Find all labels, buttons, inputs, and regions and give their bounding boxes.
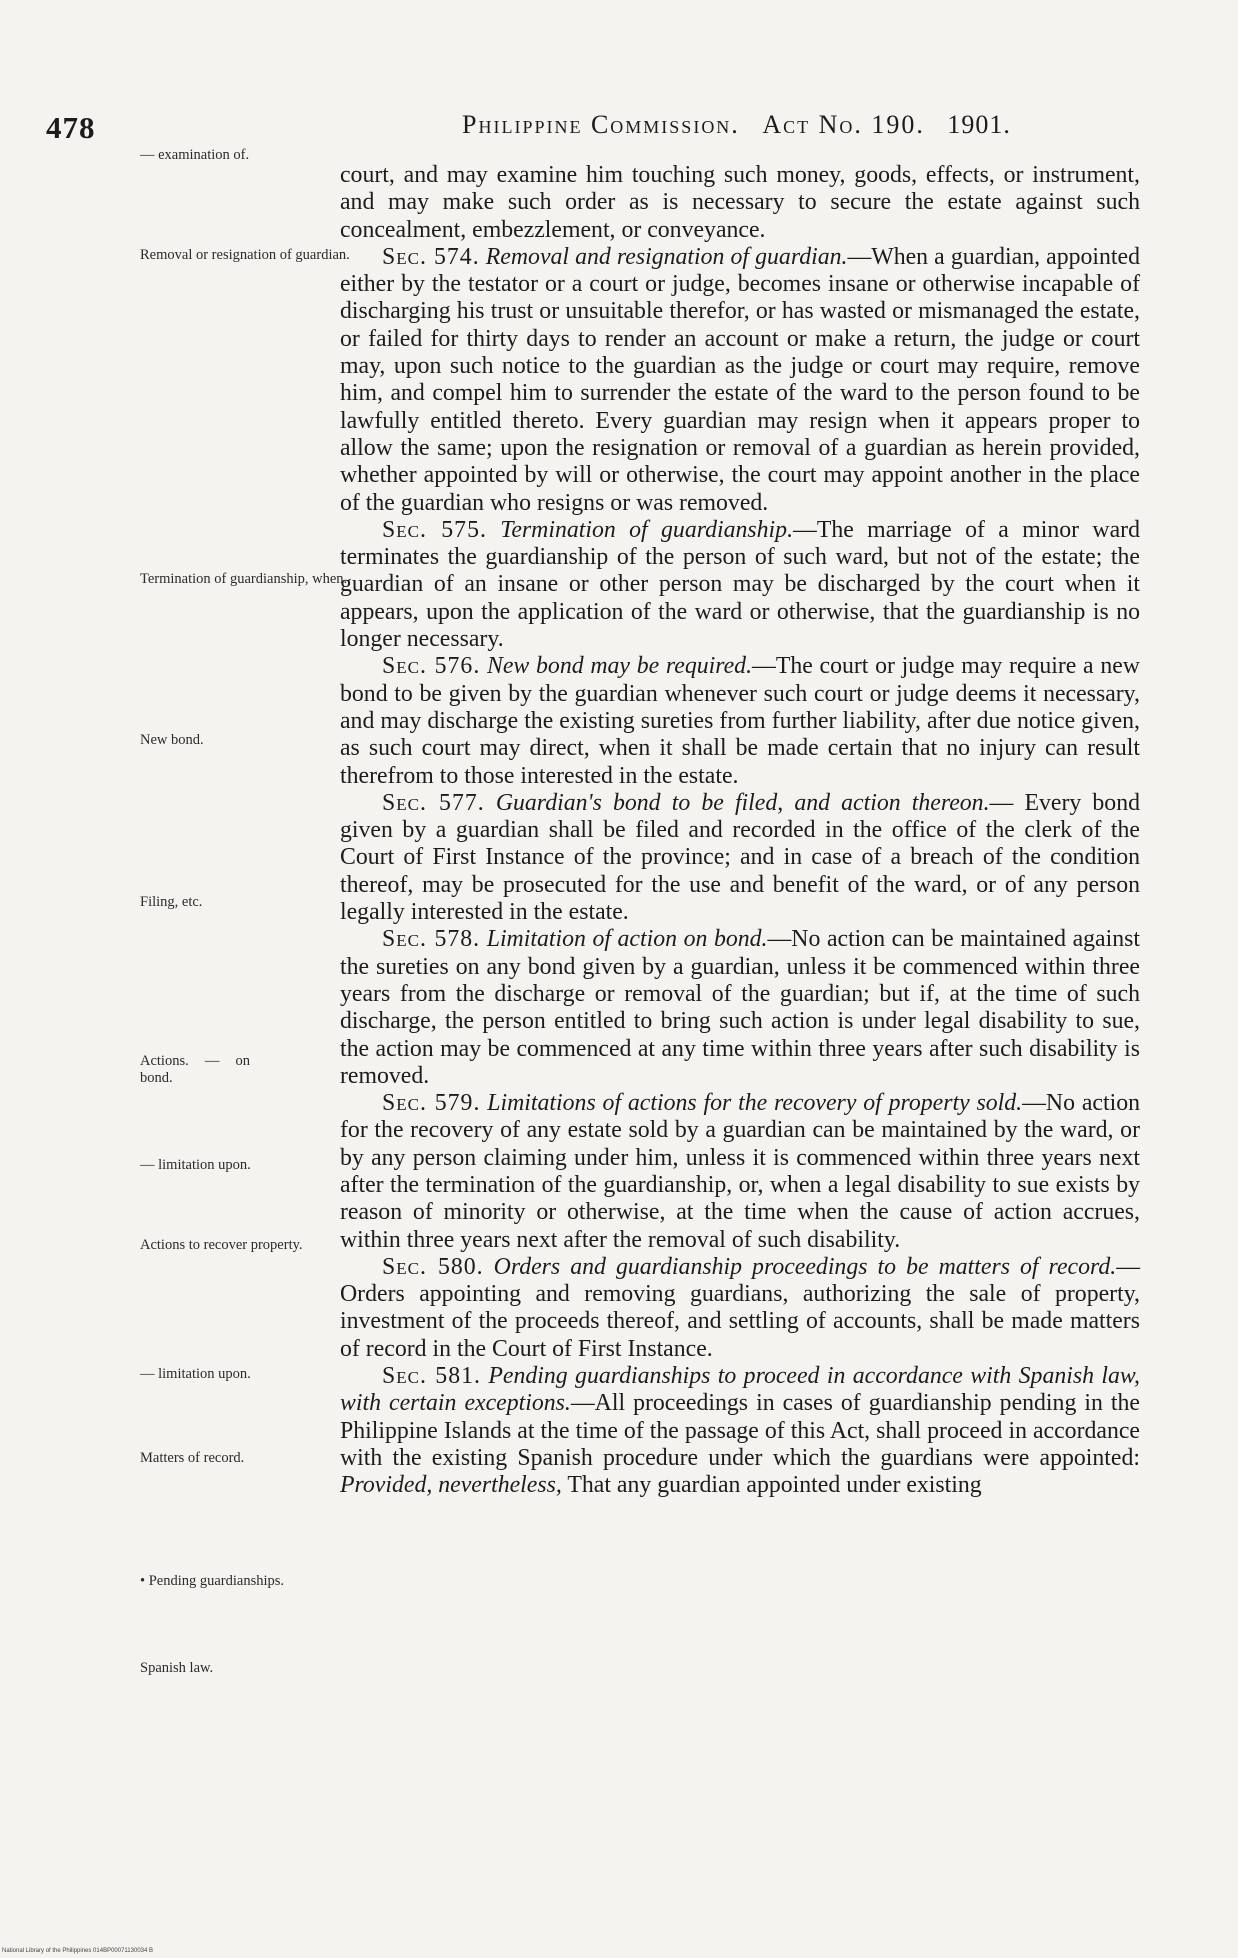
year: 1901. [947,110,1011,139]
running-head [462,110,1011,140]
section-number: Sec. 580. [382,1253,484,1280]
section-number: Sec. 575. [382,516,487,543]
section-578 [340,926,1140,1090]
margin-note-removal-resignation: Removal or resignation of guardian. [140,247,350,263]
act-number: Act No. 190. [762,110,925,139]
section-number: Sec. 577. [382,789,485,816]
section-576 [340,653,1140,789]
section-text: —No action can be maintained against the sureties on any bond given by a guardian, unless it be commenced within three years from the discharge or removal of the guardian; but if, at the time of such discharge, the person entitled to bring such action is under legal disability to sue, the action may be commenced at any time within three years after such disability is removed. [340,926,1140,1089]
section-580 [340,1254,1140,1363]
margin-note-limitation-1: — limitation upon. [140,1157,251,1173]
section-text: —When a guardian, appointed either by the testator or a court or judge, becomes insane or otherwise incapable of discharging his trust or unsuitable therefor, or has wasted or mismanaged the estate, or failed for thirty days to render an account or make a return, the judge or court may, upon such notice to the guardian as the judge or court may require, remove him, and compel him to surrender the estate of the ward to the person found to be lawfully entitled thereto. Every guardian may resign when it appears proper to allow the same; upon the resignation or removal of a guardian as herein provided, whether appointed by will or otherwise, the court may appoint another in the place of the guardian who resigns or was removed. [340,243,1140,516]
section-text: —Orders appointing and removing guardians, authorizing the sale of property, investment of the proceeds thereof, and settling of accounts, shall be made matters of record in the Court of First Instance. [340,1253,1140,1362]
section-title: Orders and guardianship proceedings to be matters of record. [493,1253,1117,1280]
section-text: —The marriage of a minor ward terminates the guardianship of the person of such ward, but not of the estate; the guardian of an insane or other person may be discharged by the court when it appears, upon the application of the ward or otherwise, that the guardianship is no longer necessary. [340,516,1140,653]
section-579 [340,1090,1140,1254]
scan-footer: National Library of the Philippines 014BP00071130034 B [2,1948,153,1954]
section-text: —No action for the recovery of any estate sold by a guardian can be maintained by the ward, or by any person claiming under him, unless it is commenced within three years next after the termination of the guardianship, or, when a legal disability to sue exists by reason of minority or otherwise, at the time when the cause of action accrues, within three years next after the removal of such disability. [340,1090,1140,1253]
section-title: Guardian's bond to be filed, and action thereon. [495,789,990,816]
margin-note-actions-recover-property: Actions to recover property. [140,1237,303,1253]
margin-note-matters-of-record: Matters of record. [140,1450,245,1466]
section-title: Limitation of action on bond. [486,926,768,953]
margin-note-examination: — examination of. [140,147,250,163]
section-title: Removal and resignation of guardian. [485,243,848,270]
margin-note-new-bond: New bond. [140,732,204,748]
section-number: Sec. 576. [382,653,481,680]
section-title: New bond may be required. [487,653,753,680]
margin-note-termination: Termination of guardianship, when. [140,571,348,587]
page-number: 478 [46,110,96,145]
proviso: Provided, nevertheless, [340,1472,562,1499]
section-title: Pending guardianships to proceed in accordance with Spanish law, with certain exceptions. [340,1363,1140,1417]
margin-note-pending-guardianships: • Pending guardianships. [140,1573,285,1589]
section-number: Sec. 579. [382,1090,481,1117]
section-text: —All proceedings in cases of guardianship pending in the Philippine Islands at the time of the passage of this Act, shall proceed in accordance with the existing Spanish procedure under which the guardians were appointed: [340,1390,1140,1471]
margin-note-limitation-2: — limitation upon. [140,1366,251,1382]
section-text: —The court or judge may require a new bond to be given by the guardian whenever such court or judge deems it necessary, and may discharge the existing sureties from further liability, after due notice given, as such court may direct, when it shall be made certain that no injury can result therefrom to those interested in the estate. [340,653,1140,789]
body-text [340,162,1140,1500]
section-581 [340,1363,1140,1499]
margin-note-spanish-law: Spanish law. [140,1660,214,1676]
section-574 [340,244,1140,517]
section-text: — Every bond given by a guardian shall be filed and recorded in the office of the clerk of the Court of First Instance of the province; and in case of a breach of the condition thereof, may be prosecuted for the use and benefit of the ward, or of any person legally interested in the estate. [340,789,1140,926]
section-number: Sec. 574. [382,243,480,270]
paragraph-text: court, and may examine him touching such money, goods, effects, or instrument, and may make such order as is necessary to secure the estate against such concealment, embezzlement, or conveyance. [340,162,1140,243]
section-575 [340,517,1140,653]
commission-name: Philippine Commission. [462,110,740,139]
paragraph-continuation [340,162,1140,244]
section-number: Sec. 581. [382,1363,481,1390]
section-number: Sec. 578. [382,926,481,953]
section-577 [340,790,1140,926]
section-title: Termination of guardianship. [500,516,794,543]
margin-note-filing: Filing, etc. [140,894,203,910]
margin-note-actions-on-bond: Actions. — on bond. [140,1053,250,1086]
section-title: Limitations of actions for the recovery of property sold. [487,1090,1023,1117]
section-text-tail: That any guardian appointed under existing [561,1472,982,1499]
